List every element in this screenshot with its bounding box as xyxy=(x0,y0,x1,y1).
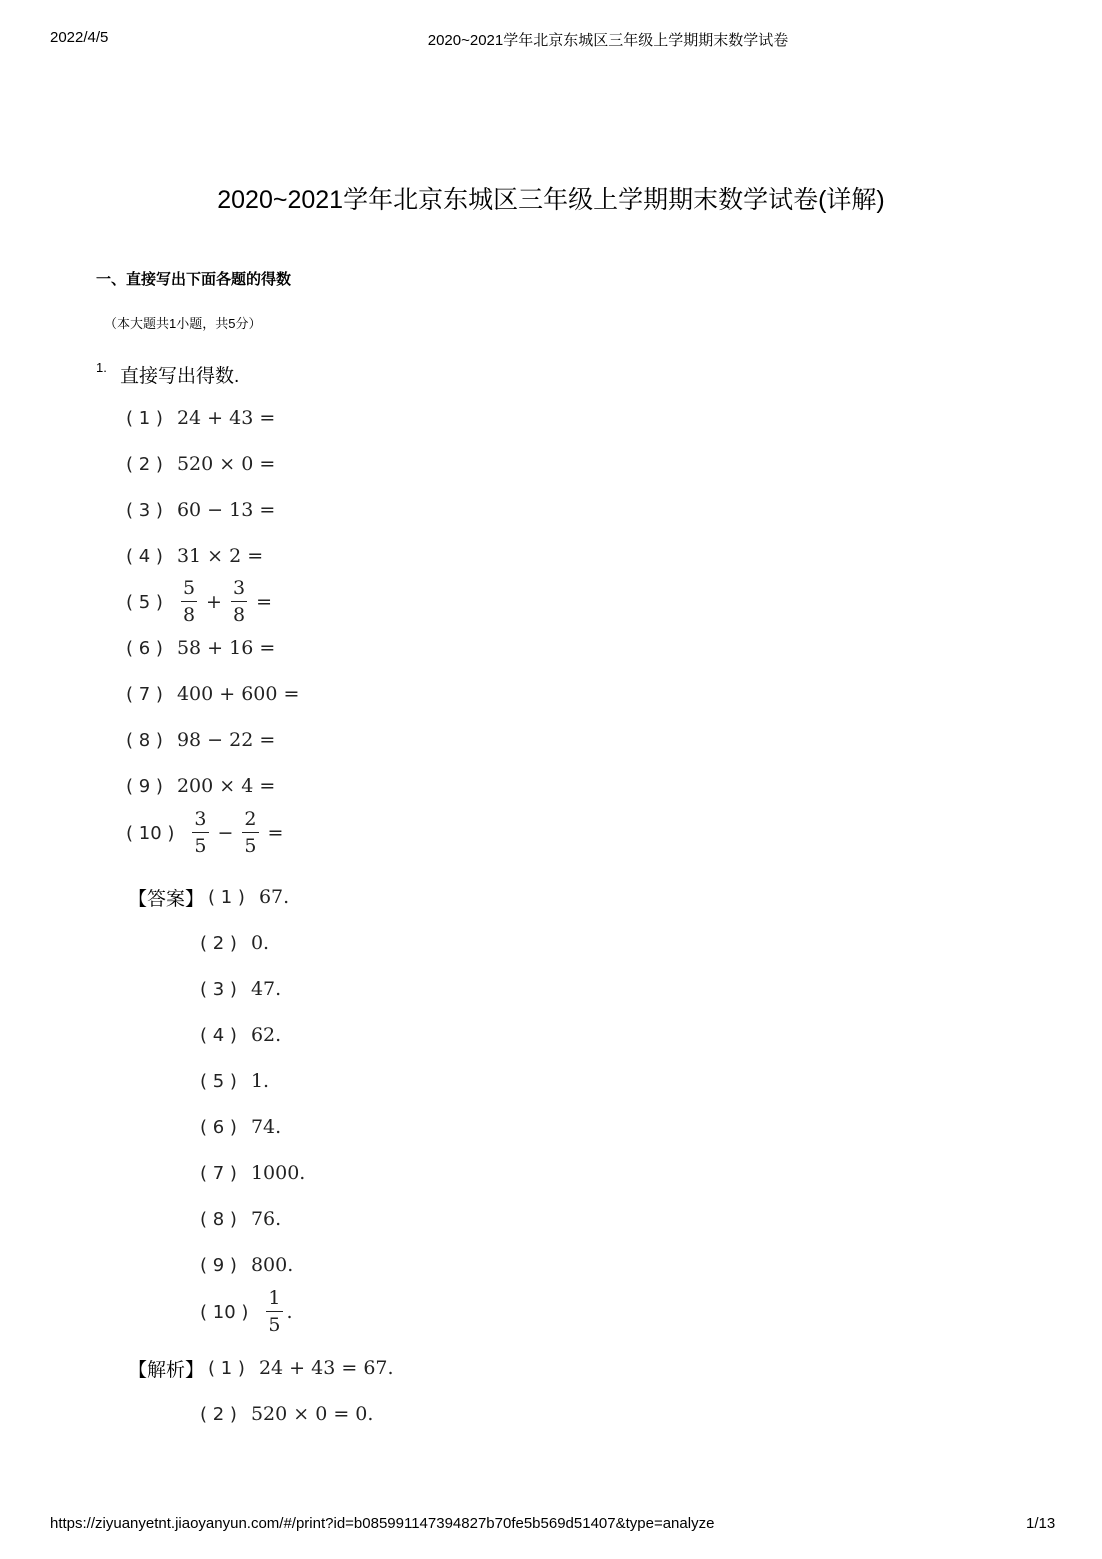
item-label: ( 5 ) xyxy=(200,1070,237,1092)
denominator: 8 xyxy=(182,604,196,626)
fraction xyxy=(181,579,197,625)
answer-item xyxy=(200,1061,269,1101)
answer-value xyxy=(262,1289,292,1335)
question-item xyxy=(126,444,275,484)
item-label: ( 2 ) xyxy=(200,1403,237,1425)
print-header-title: 2020~2021学年北京东城区三年级上学期期末数学试卷 xyxy=(427,32,789,49)
question-item xyxy=(126,808,288,857)
question-item xyxy=(126,490,275,530)
fraction xyxy=(242,810,258,856)
numerator: 2 xyxy=(242,810,258,833)
item-expression: 24 + 43 = xyxy=(176,407,276,429)
item-label: ( 2 ) xyxy=(200,932,237,954)
answer-item xyxy=(200,923,269,963)
section-note: （本大题共1小题，共5分） xyxy=(104,316,262,331)
question-item xyxy=(126,536,263,576)
answer-value: 47. xyxy=(250,978,282,1000)
answer-value: 62. xyxy=(250,1024,282,1046)
fraction xyxy=(231,579,247,625)
item-expression: 520 × 0 = xyxy=(176,453,276,475)
item-label: ( 8 ) xyxy=(200,1208,237,1230)
answer-value: 76. xyxy=(250,1208,282,1230)
answer-item xyxy=(200,1153,305,1193)
fraction xyxy=(266,1289,282,1335)
item-label: ( 1 ) xyxy=(208,886,245,908)
item-label: ( 1 ) xyxy=(208,1357,245,1379)
answer-item xyxy=(200,1245,293,1285)
operator: + xyxy=(206,591,222,613)
print-url: https://ziyuanyetnt.jiaoyanyun.com/#/print?id=b085991147394827b70fe5b569d51407&type=analyze xyxy=(50,1515,715,1532)
answer-tag: 【答案】 xyxy=(128,888,205,910)
item-expression: 24 + 43 = 67. xyxy=(258,1357,394,1379)
answer-value: 800. xyxy=(250,1254,294,1276)
answer-value: 1. xyxy=(250,1070,270,1092)
answer-value: 0. xyxy=(250,932,270,954)
item-expression xyxy=(188,810,288,856)
item-expression xyxy=(177,579,277,625)
answer-value: 67. xyxy=(258,886,290,908)
item-expression: 400 + 600 = xyxy=(176,683,300,705)
item-label: ( 6 ) xyxy=(126,637,163,659)
question-item xyxy=(126,628,275,668)
item-label: ( 6 ) xyxy=(200,1116,237,1138)
document-title: 2020~2021学年北京东城区三年级上学期期末数学试卷(详解) xyxy=(217,186,885,214)
numerator: 3 xyxy=(192,810,208,833)
item-label: ( 5 ) xyxy=(126,591,163,613)
item-label: ( 8 ) xyxy=(126,729,163,751)
item-label: ( 10 ) xyxy=(126,822,175,844)
answer-item xyxy=(200,1015,281,1055)
question-text: 直接写出得数. xyxy=(120,366,240,387)
analysis-tag: 【解析】 xyxy=(128,1359,205,1381)
item-label: ( 9 ) xyxy=(126,775,163,797)
section-heading: 一、直接写出下面各题的得数 xyxy=(96,271,292,288)
item-expression: 31 × 2 = xyxy=(176,545,264,567)
numerator: 1 xyxy=(266,1289,282,1312)
item-label: ( 7 ) xyxy=(200,1162,237,1184)
answer-item xyxy=(200,1199,281,1239)
answer-value: 1000. xyxy=(250,1162,306,1184)
item-label: ( 10 ) xyxy=(200,1301,249,1323)
item-label: ( 3 ) xyxy=(200,978,237,1000)
page-number: 1/13 xyxy=(1026,1515,1056,1532)
item-expression: 98 − 22 = xyxy=(176,729,276,751)
denominator: 5 xyxy=(244,835,257,857)
item-expression: 200 × 4 = xyxy=(176,775,276,797)
question-item xyxy=(126,720,275,760)
answer-item xyxy=(200,1107,281,1147)
question-item xyxy=(126,674,299,714)
item-expression: 58 + 16 = xyxy=(176,637,276,659)
item-label: ( 3 ) xyxy=(126,499,163,521)
denominator: 5 xyxy=(268,1314,281,1336)
answer-value: 74. xyxy=(250,1116,282,1138)
item-label: ( 7 ) xyxy=(126,683,163,705)
question-number: 1. xyxy=(96,360,107,375)
numerator: 5 xyxy=(181,579,197,602)
item-expression: 60 − 13 = xyxy=(176,499,276,521)
question-item xyxy=(126,766,275,806)
operator: − xyxy=(217,822,234,844)
item-label: ( 4 ) xyxy=(126,545,163,567)
item-label: ( 1 ) xyxy=(126,407,163,429)
answer-item xyxy=(128,877,289,917)
analysis-item xyxy=(128,1348,394,1388)
period: . xyxy=(286,1301,293,1323)
item-label: ( 2 ) xyxy=(126,453,163,475)
question-item xyxy=(126,398,275,438)
item-expression: 520 × 0 = 0. xyxy=(250,1403,374,1425)
denominator: 5 xyxy=(194,835,207,857)
equals-sign: = xyxy=(256,591,272,613)
denominator: 8 xyxy=(232,604,246,626)
equals-sign: = xyxy=(267,822,284,844)
analysis-item xyxy=(200,1394,373,1434)
numerator: 3 xyxy=(231,579,247,602)
print-date: 2022/4/5 xyxy=(50,29,109,46)
question-item xyxy=(126,577,277,626)
item-label: ( 9 ) xyxy=(200,1254,237,1276)
answer-item xyxy=(200,969,281,1009)
fraction xyxy=(192,810,208,856)
item-label: ( 4 ) xyxy=(200,1024,237,1046)
answer-item xyxy=(200,1287,293,1336)
